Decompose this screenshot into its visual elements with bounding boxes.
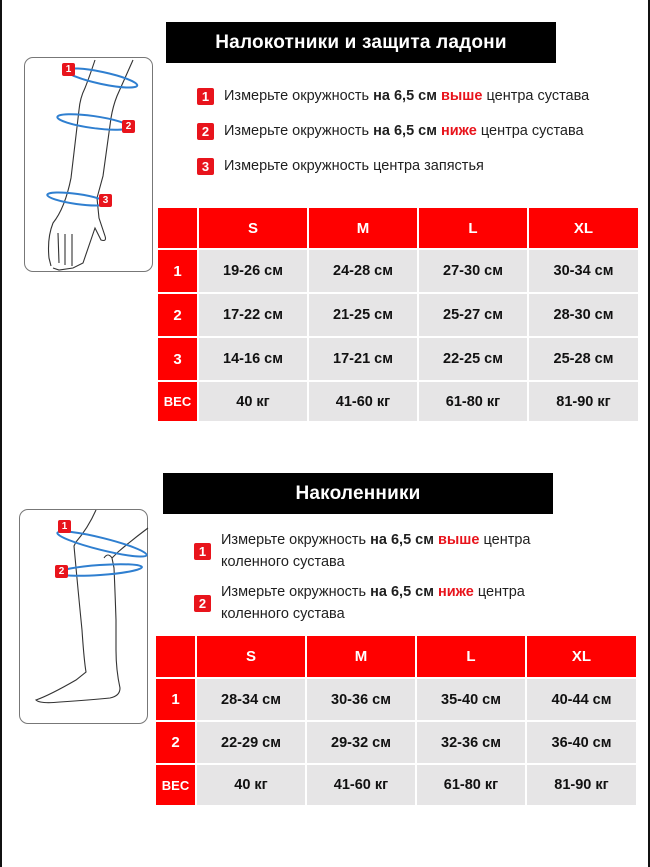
table-cell: 81-90 кг [527,765,636,805]
table-cell: 25-27 см [419,294,527,336]
table-cell: 35-40 см [417,679,525,720]
instruction-text: Измерьте окружность на 6,5 см выше центра коленного сустава [221,532,531,570]
table-row [158,250,638,292]
table-cell: 28-34 см [197,679,305,720]
table-cell: 27-30 см [419,250,527,292]
table-header-row [156,636,636,677]
table-row [158,294,638,336]
row-label-weight: ВЕС [156,765,195,805]
instruction-text: Измерьте окружность центра запястья [224,158,484,174]
table-row [158,338,638,380]
table-cell: 25-28 см [529,338,638,380]
header-size-m: M [309,208,417,248]
section-title-knee: Наколенники [163,473,553,514]
header-size-xl: XL [527,636,636,677]
table-row-weight [158,382,638,421]
marker-3-badge: 3 [99,194,112,207]
table-cell: 28-30 см [529,294,638,336]
table-cell: 61-80 кг [419,382,527,421]
arm-illustration [24,57,153,272]
marker-2-badge: 2 [55,565,68,578]
row-label-weight: ВЕС [158,382,197,421]
size-table-elbow [156,206,640,423]
section-title-elbow: Налокотники и защита ладони [166,22,556,63]
table-header-row [158,208,638,248]
table-cell: 22-29 см [197,722,305,763]
table-cell: 17-22 см [199,294,307,336]
table-cell: 17-21 см [309,338,417,380]
header-size-s: S [199,208,307,248]
table-cell: 19-26 см [199,250,307,292]
table-cell: 36-40 см [527,722,636,763]
table-cell: 40 кг [197,765,305,805]
number-badge: 1 [194,543,211,560]
table-cell: 30-36 см [307,679,415,720]
size-table-knee [154,634,638,807]
table-cell: 29-32 см [307,722,415,763]
header-size-s: S [197,636,305,677]
table-cell: 30-34 см [529,250,638,292]
page-border-left [0,0,2,867]
instruction-text: Измерьте окружность на 6,5 см ниже центра сустава [224,123,584,139]
table-cell: 32-36 см [417,722,525,763]
table-cell: 41-60 кг [307,765,415,805]
header-size-l: L [417,636,525,677]
instruction-1 [197,85,589,107]
instruction-text: Измерьте окружность на 6,5 см выше центра сустава [224,88,590,104]
leg-outline-icon [20,510,149,725]
marker-1-badge: 1 [62,63,75,76]
row-label: 1 [158,250,197,292]
row-label: 3 [158,338,197,380]
number-badge: 2 [197,123,214,140]
number-badge: 3 [197,158,214,175]
header-corner [158,208,197,248]
number-badge: 2 [194,595,211,612]
table-cell: 41-60 кг [309,382,417,421]
leg-illustration [19,509,148,724]
table-cell: 14-16 см [199,338,307,380]
table-cell: 22-25 см [419,338,527,380]
table-cell: 21-25 см [309,294,417,336]
table-cell: 24-28 см [309,250,417,292]
row-label: 1 [156,679,195,720]
table-cell: 81-90 кг [529,382,638,421]
table-row-weight [156,765,636,805]
header-corner [156,636,195,677]
row-label: 2 [158,294,197,336]
instruction-3 [197,155,484,177]
header-size-xl: XL [529,208,638,248]
instruction-1 [194,529,530,573]
marker-1-badge: 1 [58,520,71,533]
table-cell: 40 кг [199,382,307,421]
table-cell: 61-80 кг [417,765,525,805]
instruction-2 [197,120,584,142]
number-badge: 1 [197,88,214,105]
table-row [156,722,636,763]
row-label: 2 [156,722,195,763]
table-row [156,679,636,720]
header-size-m: M [307,636,415,677]
header-size-l: L [419,208,527,248]
marker-2-badge: 2 [122,120,135,133]
table-cell: 40-44 см [527,679,636,720]
instruction-2 [194,581,525,625]
arm-outline-icon [25,58,154,273]
instruction-text: Измерьте окружность на 6,5 см ниже центра коленного сустава [221,584,525,622]
